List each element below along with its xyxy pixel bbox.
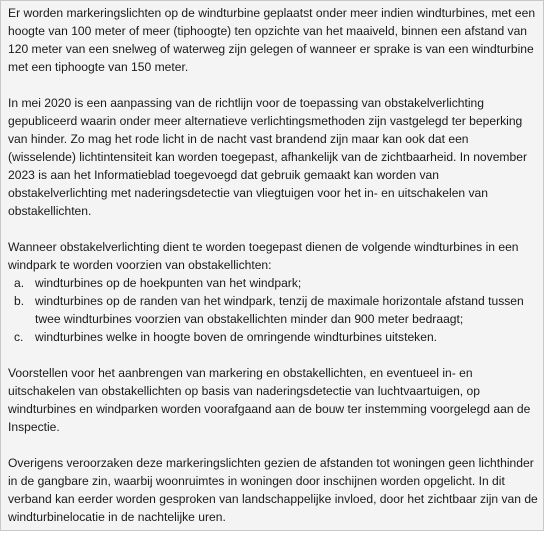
paragraph-list-intro: Wanneer obstakelverlichting dient te worden toegepast dienen de volgende windturbines in een windpark te worden voorzien van obstakellichten: (8, 240, 519, 272)
list-item (8, 292, 538, 328)
list-marker: b. (14, 294, 25, 308)
list-item-text: windturbines welke in hoogte boven de omringende windturbines uitsteken. (35, 330, 438, 344)
list-marker: a. (14, 276, 25, 290)
list-item (8, 274, 538, 292)
list-marker: c. (14, 330, 24, 344)
paragraph-marking-lights: Er worden markeringslichten op de windturbine geplaatst onder meer indien windturbines, met een hoogte van 100 meter of meer (tiphoogte) ten opzichte van het maaiveld, binnen een afstand van 120 meter van een snelweg of waterweg zijn gelegen of wanneer er sprake is van een windturbine met een tiphoogte van 150 meter. (8, 6, 536, 74)
list-item-text: windturbines op de hoekpunten van het windpark; (35, 276, 302, 290)
paragraph-light-nuisance: Overigens veroorzaken deze markeringslichten gezien de afstanden tot woningen geen lichthinder in de gangbare zin, waarbij woonruimtes in woningen door inschijnen worden opgelicht. In dit verband kan eerder worden gesproken van landschappelijke invloed, door het zichtbaar zijn van de windturbinelocatie in de nachtelijke uren. (8, 456, 538, 524)
paragraph-guideline-update: In mei 2020 is een aanpassing van de richtlijn voor de toepassing van obstakelverlichting gepubliceerd waarin onder meer alternatieve verlichtingsmethoden zijn vastgelegd ter beperking van hinder. Zo mag het rode licht in de nacht vast brandend zijn maar kan ook dat een (wisselende) lichtintensiteit kan worden toegepast, afhankelijk van de zichtbaarheid. In november 2023 is aan het Informatieblad toegevoegd dat gebruik gemaakt kan worden van obstakelverlichting met naderingsdetectie van vliegtuigen voor het in- en uitschakelen van obstakellichten. (8, 96, 527, 218)
list-item-text: windturbines op de randen van het windpark, tenzij de maximale horizontale afstand tussen twee windturbines voorzien van obstakellichten minder dan 900 meter bedraagt; (35, 294, 524, 326)
paragraph-proposals: Voorstellen voor het aanbrengen van markering en obstakellichten, en eventueel in- en uitschakelen van obstakellichten op basis van naderingsdetectie van luchtvaartuigen, op windturbines en windparken worden voorafgaand aan de bouw ter instemming voorgelegd aan de Inspectie. (8, 366, 531, 434)
turbine-criteria-list (8, 274, 538, 346)
list-item (8, 328, 538, 346)
